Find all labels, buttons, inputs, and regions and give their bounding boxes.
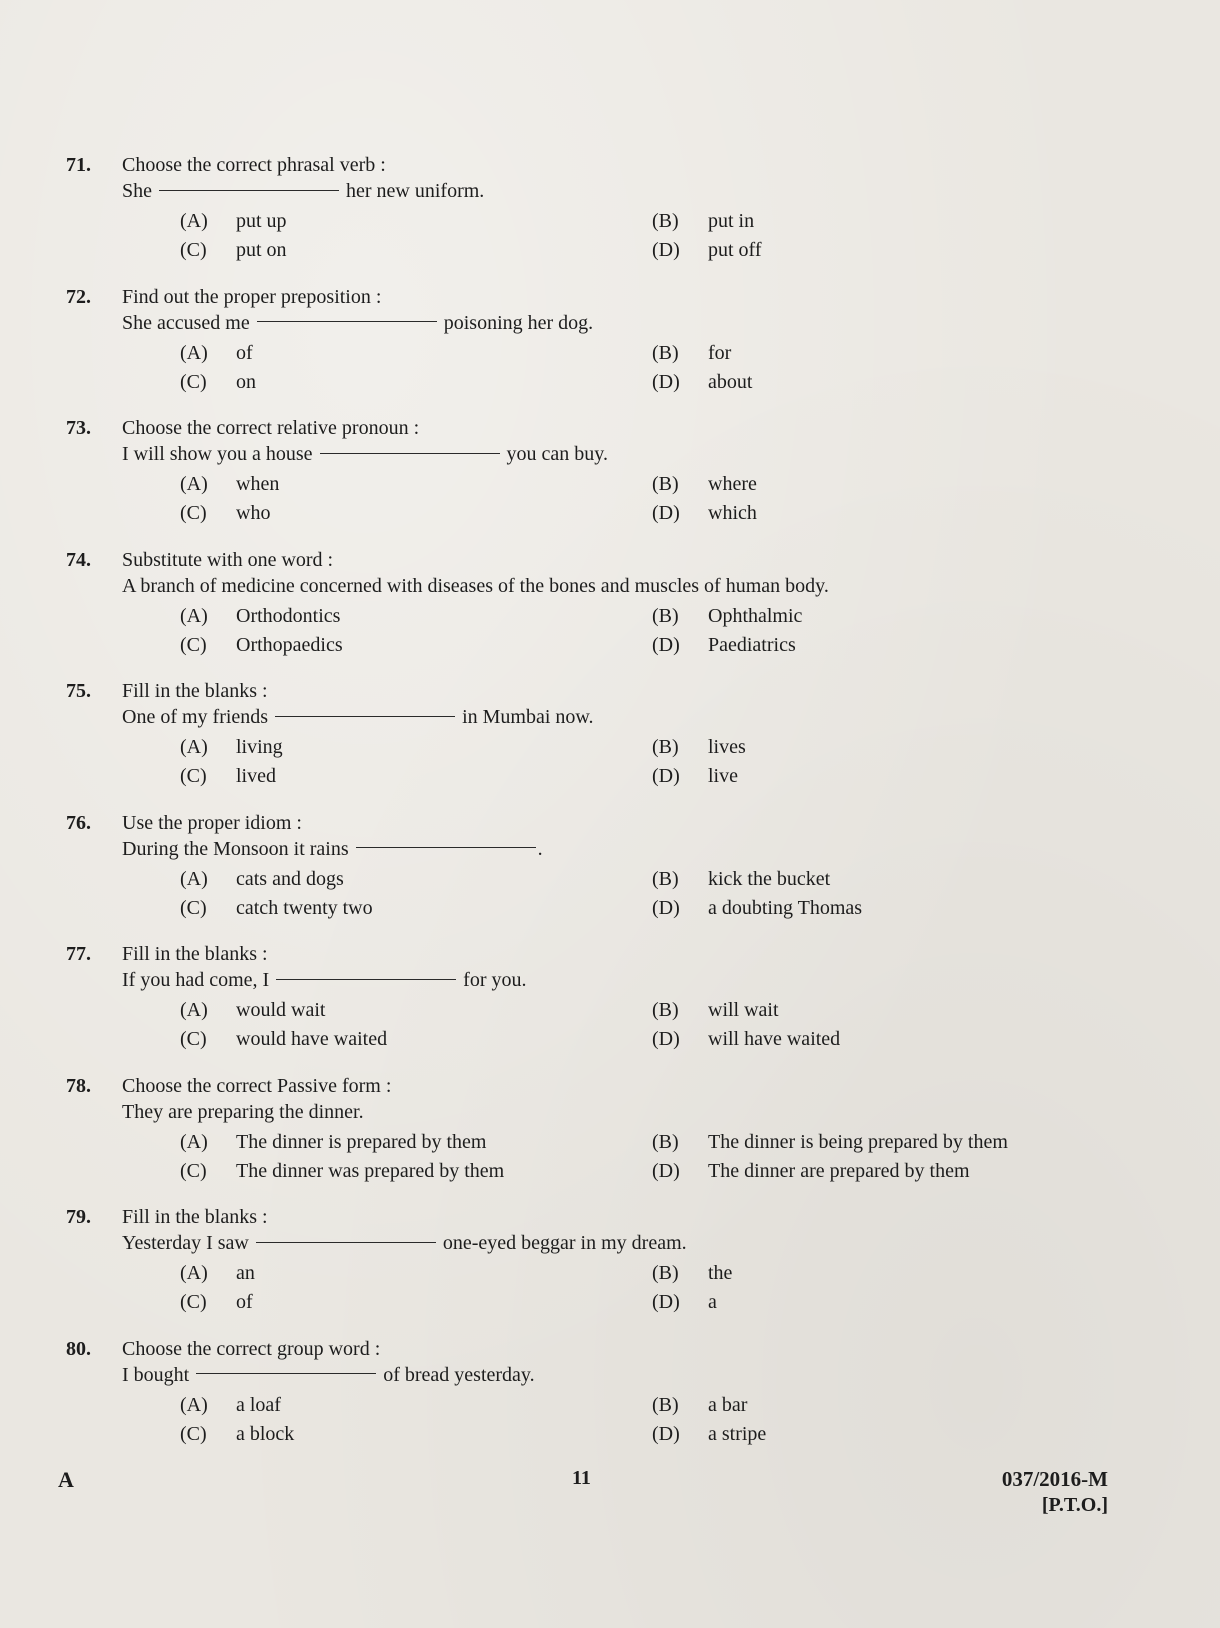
stem-after: one-eyed beggar in my dream. bbox=[442, 1232, 687, 1254]
question-prompt: Choose the correct phrasal verb : bbox=[122, 154, 386, 176]
option-c[interactable] bbox=[180, 1291, 253, 1314]
option-a[interactable] bbox=[180, 868, 344, 891]
option-label: (A) bbox=[180, 604, 208, 627]
question-stem bbox=[122, 706, 594, 729]
option-label: (B) bbox=[652, 1262, 679, 1284]
option-text: of bbox=[236, 1291, 253, 1313]
option-c[interactable] bbox=[180, 765, 276, 788]
stem-after: for you. bbox=[463, 969, 527, 991]
option-label: (A) bbox=[180, 999, 208, 1021]
option-b[interactable] bbox=[652, 736, 746, 759]
option-text: The dinner was prepared by them bbox=[236, 1159, 505, 1182]
stem-after: . bbox=[537, 837, 543, 860]
question-prompt: Fill in the blanks : bbox=[122, 1206, 268, 1228]
option-a[interactable] bbox=[180, 210, 287, 233]
option-label: (A) bbox=[180, 473, 208, 495]
option-c[interactable] bbox=[180, 897, 373, 920]
option-text: would have waited bbox=[236, 1028, 388, 1050]
question-number: 72. bbox=[66, 285, 91, 308]
answer-blank bbox=[275, 716, 455, 717]
option-d[interactable] bbox=[652, 371, 752, 394]
option-d[interactable] bbox=[652, 1423, 766, 1446]
option-label: (B) bbox=[652, 736, 679, 758]
option-label: (D) bbox=[652, 896, 680, 919]
option-label: (D) bbox=[652, 633, 680, 656]
option-c[interactable] bbox=[180, 1423, 294, 1446]
option-label: (B) bbox=[652, 604, 679, 627]
option-a[interactable] bbox=[180, 1131, 486, 1154]
option-text: Orthopaedics bbox=[236, 633, 343, 656]
option-label: (D) bbox=[652, 1159, 680, 1182]
option-a[interactable] bbox=[180, 1262, 255, 1285]
option-label: (D) bbox=[652, 370, 680, 393]
option-label: (D) bbox=[652, 1291, 680, 1313]
option-label: (D) bbox=[652, 765, 680, 787]
option-label: (D) bbox=[652, 239, 680, 261]
option-text: Orthodontics bbox=[236, 604, 341, 627]
question-71 bbox=[60, 150, 1160, 282]
stem-after: of bread yesterday. bbox=[383, 1363, 535, 1386]
option-text: put up bbox=[236, 210, 287, 232]
option-c[interactable] bbox=[180, 1160, 504, 1183]
option-label: (C) bbox=[180, 1159, 207, 1182]
answer-blank bbox=[320, 453, 500, 454]
question-80 bbox=[60, 1334, 1160, 1466]
option-label: (B) bbox=[652, 210, 679, 232]
option-d[interactable] bbox=[652, 502, 757, 525]
question-prompt: Use the proper idiom : bbox=[122, 811, 302, 834]
option-d[interactable] bbox=[652, 765, 738, 788]
option-d[interactable] bbox=[652, 239, 762, 262]
option-a[interactable] bbox=[180, 1394, 281, 1417]
option-text: which bbox=[708, 502, 757, 524]
option-label: (A) bbox=[180, 1130, 208, 1153]
stem-before: She accused me bbox=[122, 311, 250, 334]
stem-before: Yesterday I saw bbox=[122, 1232, 249, 1254]
option-d[interactable] bbox=[652, 634, 796, 657]
question-stem bbox=[122, 1232, 687, 1255]
question-stem bbox=[122, 1101, 364, 1124]
question-stem bbox=[122, 180, 484, 203]
option-text: living bbox=[236, 736, 283, 758]
option-label: (C) bbox=[180, 1422, 207, 1445]
question-stem bbox=[122, 575, 829, 598]
please-turn-over: [P.T.O.] bbox=[1041, 1494, 1108, 1516]
option-label: (B) bbox=[652, 867, 679, 890]
option-a[interactable] bbox=[180, 605, 340, 628]
option-text: who bbox=[236, 502, 271, 524]
paper-code: 037/2016-M bbox=[1001, 1467, 1108, 1491]
option-b[interactable] bbox=[652, 868, 830, 891]
option-text: where bbox=[708, 473, 757, 495]
question-74 bbox=[60, 545, 1160, 677]
option-d[interactable] bbox=[652, 1160, 970, 1183]
option-b[interactable] bbox=[652, 210, 754, 233]
stem-after: poisoning her dog. bbox=[443, 311, 594, 334]
question-stem bbox=[122, 312, 593, 335]
option-label: (B) bbox=[652, 1130, 679, 1153]
option-c[interactable] bbox=[180, 239, 287, 262]
option-label: (C) bbox=[180, 1291, 207, 1313]
question-stem bbox=[122, 1364, 535, 1387]
question-prompt: Choose the correct relative pronoun : bbox=[122, 417, 420, 439]
stem-before: I bought bbox=[122, 1363, 190, 1386]
option-d[interactable] bbox=[652, 1028, 840, 1051]
question-77 bbox=[60, 939, 1160, 1071]
option-text: about bbox=[708, 370, 753, 393]
option-label: (C) bbox=[180, 1028, 207, 1050]
option-b[interactable] bbox=[652, 1394, 747, 1417]
option-d[interactable] bbox=[652, 1291, 717, 1314]
stem-before: They are preparing the dinner. bbox=[122, 1100, 364, 1123]
question-prompt: Choose the correct Passive form : bbox=[122, 1074, 392, 1097]
question-73 bbox=[60, 413, 1160, 545]
option-text: kick the bucket bbox=[708, 867, 831, 890]
option-text: The dinner are prepared by them bbox=[708, 1159, 970, 1182]
option-a[interactable] bbox=[180, 342, 253, 365]
option-b[interactable] bbox=[652, 999, 779, 1022]
option-label: (D) bbox=[652, 1422, 680, 1445]
option-text: catch twenty two bbox=[236, 896, 373, 919]
question-prompt: Choose the correct group word : bbox=[122, 1337, 381, 1360]
option-text: lived bbox=[236, 765, 276, 787]
booklet-series: A bbox=[58, 1467, 74, 1492]
option-b[interactable] bbox=[652, 1131, 1008, 1154]
option-text: Ophthalmic bbox=[708, 604, 803, 627]
option-text: Paediatrics bbox=[708, 633, 796, 656]
option-text: a doubting Thomas bbox=[708, 896, 863, 919]
answer-blank bbox=[257, 321, 437, 322]
question-stem bbox=[122, 443, 608, 466]
question-75 bbox=[60, 676, 1160, 808]
option-b[interactable] bbox=[652, 605, 802, 628]
question-78 bbox=[60, 1071, 1160, 1203]
option-label: (C) bbox=[180, 896, 207, 919]
question-number: 77. bbox=[66, 943, 91, 965]
question-number: 76. bbox=[66, 811, 91, 834]
stem-after: you can buy. bbox=[506, 443, 609, 465]
question-number: 73. bbox=[66, 417, 91, 439]
option-label: (C) bbox=[180, 239, 207, 261]
page-number: 11 bbox=[572, 1467, 591, 1489]
option-label: (A) bbox=[180, 1262, 208, 1284]
stem-after: in Mumbai now. bbox=[462, 706, 594, 728]
option-text: a block bbox=[236, 1422, 295, 1445]
option-text: The dinner is being prepared by them bbox=[708, 1130, 1008, 1153]
option-label: (A) bbox=[180, 736, 208, 758]
option-text: on bbox=[236, 370, 256, 393]
option-a[interactable] bbox=[180, 999, 325, 1022]
option-c[interactable] bbox=[180, 502, 270, 525]
answer-blank bbox=[196, 1373, 376, 1374]
question-list bbox=[60, 150, 1160, 1465]
option-c[interactable] bbox=[180, 634, 343, 657]
answer-blank bbox=[276, 979, 456, 980]
stem-before: She bbox=[122, 180, 152, 202]
option-label: (A) bbox=[180, 341, 208, 364]
option-label: (C) bbox=[180, 765, 207, 787]
option-b[interactable] bbox=[652, 1262, 732, 1285]
question-76 bbox=[60, 808, 1160, 940]
option-text: for bbox=[708, 341, 732, 364]
option-label: (A) bbox=[180, 1393, 208, 1416]
option-label: (D) bbox=[652, 502, 680, 524]
answer-blank bbox=[256, 1242, 436, 1243]
option-text: will wait bbox=[708, 999, 779, 1021]
question-number: 75. bbox=[66, 680, 91, 702]
option-text: a loaf bbox=[236, 1393, 281, 1416]
option-b[interactable] bbox=[652, 342, 731, 365]
option-d[interactable] bbox=[652, 897, 862, 920]
answer-blank bbox=[159, 190, 339, 191]
option-label: (A) bbox=[180, 210, 208, 232]
option-text: cats and dogs bbox=[236, 867, 344, 890]
question-number: 79. bbox=[66, 1206, 91, 1228]
question-prompt: Substitute with one word : bbox=[122, 548, 334, 571]
option-text: of bbox=[236, 341, 253, 364]
option-text: an bbox=[236, 1262, 255, 1284]
option-text: when bbox=[236, 473, 280, 495]
option-text: lives bbox=[708, 736, 746, 758]
option-label: (C) bbox=[180, 633, 207, 656]
stem-before: If you had come, I bbox=[122, 969, 270, 991]
option-label: (C) bbox=[180, 502, 207, 524]
question-number: 71. bbox=[66, 154, 91, 176]
option-label: (D) bbox=[652, 1028, 680, 1050]
question-prompt: Fill in the blanks : bbox=[122, 680, 268, 702]
option-text: put on bbox=[236, 239, 287, 261]
question-number: 74. bbox=[66, 548, 91, 571]
question-79 bbox=[60, 1202, 1160, 1334]
option-text: would wait bbox=[236, 999, 326, 1021]
option-label: (C) bbox=[180, 370, 207, 393]
option-text: a bar bbox=[708, 1393, 748, 1416]
option-text: a bbox=[708, 1291, 717, 1313]
option-label: (B) bbox=[652, 473, 679, 495]
option-text: a stripe bbox=[708, 1422, 767, 1445]
stem-before: A branch of medicine concerned with diseases of the bones and muscles of human body. bbox=[122, 574, 829, 597]
option-b[interactable] bbox=[652, 473, 757, 496]
option-label: (B) bbox=[652, 341, 679, 364]
option-a[interactable] bbox=[180, 736, 283, 759]
question-prompt: Find out the proper preposition : bbox=[122, 285, 382, 308]
question-72 bbox=[60, 282, 1160, 414]
stem-before: During the Monsoon it rains bbox=[122, 837, 349, 860]
question-number: 78. bbox=[66, 1074, 91, 1097]
answer-blank bbox=[356, 847, 536, 848]
option-text: the bbox=[708, 1262, 733, 1284]
option-c[interactable] bbox=[180, 1028, 387, 1051]
option-text: put in bbox=[708, 210, 755, 232]
question-stem bbox=[122, 969, 527, 992]
option-a[interactable] bbox=[180, 473, 279, 496]
option-text: live bbox=[708, 765, 738, 787]
option-label: (B) bbox=[652, 1393, 679, 1416]
stem-before: I will show you a house bbox=[122, 443, 313, 465]
option-text: The dinner is prepared by them bbox=[236, 1130, 487, 1153]
option-c[interactable] bbox=[180, 371, 256, 394]
stem-before: One of my friends bbox=[122, 706, 269, 728]
option-label: (B) bbox=[652, 999, 679, 1021]
question-prompt: Fill in the blanks : bbox=[122, 943, 268, 965]
option-label: (A) bbox=[180, 867, 208, 890]
question-stem bbox=[122, 838, 543, 861]
stem-after: her new uniform. bbox=[346, 180, 485, 202]
question-number: 80. bbox=[66, 1337, 91, 1360]
option-text: will have waited bbox=[708, 1028, 841, 1050]
option-text: put off bbox=[708, 239, 762, 261]
